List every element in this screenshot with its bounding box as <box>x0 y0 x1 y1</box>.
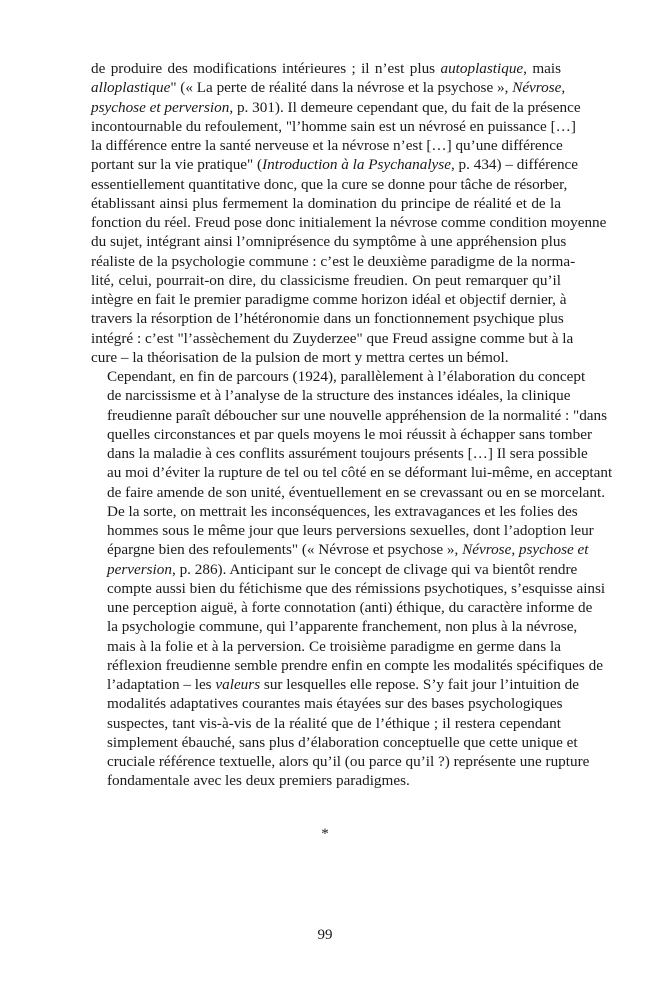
italic-text: autoplastique <box>440 60 524 77</box>
text-run: l’adaptation – les <box>107 676 216 693</box>
text-run: simplement ébauché, sans plus d’élaboration conceptuelle que cette unique et <box>107 733 578 751</box>
text-line <box>91 463 613 482</box>
text-run: réflexion freudienne semble prendre enfin en compte les modalités spécifiques de <box>107 656 603 674</box>
text-run: du sujet, intégrant ainsi l’omniprésence du symptôme à une appréhension plus <box>91 233 567 251</box>
text-line <box>91 271 561 290</box>
text-line <box>91 98 581 117</box>
text-run: essentiellement quantitative donc, que la cure se donne pour tâche de résorber, <box>91 175 568 193</box>
text-run: , p. 301). Il demeure cependant que, du fait de la présence <box>229 98 581 116</box>
text-line <box>91 175 568 194</box>
text-line <box>91 694 561 713</box>
text-run: lité, celui, pourrait-on dire, du classicisme freudien. On peut remarquer qu’il <box>91 271 561 289</box>
text-line <box>91 348 561 367</box>
text-run: sur lesquelles elle repose. S’y fait jour l’intuition de <box>260 676 579 693</box>
text-run: portant sur la vie pratique" ( <box>91 156 263 174</box>
text-run: cure – la théorisation de la pulsion de mort y mettra certes un bémol. <box>91 348 509 366</box>
italic-text: Névrose, psychose et <box>462 541 589 559</box>
text-line <box>91 59 561 78</box>
text-run: fondamentale avec les deux premiers paradigmes. <box>107 772 410 790</box>
text-run: De la sorte, on mettrait les inconséquences, les extravagances et les folies des <box>107 502 578 520</box>
text-run: intégré : c’est "l’assèchement du Zuyderzee" que Freud assigne comme but à la <box>91 329 574 347</box>
text-line <box>91 714 561 733</box>
paragraph <box>91 367 613 791</box>
italic-text: perversion <box>107 560 172 578</box>
text-line <box>91 386 571 405</box>
text-line <box>91 213 607 232</box>
text-run: de faire amende de son unité, éventuellement en se crevassant ou en se morcelant. <box>107 483 606 501</box>
text-run: la psychologie commune, qui l’apparente franchement, non plus à la névrose, <box>107 618 578 636</box>
text-run: incontournable du refoulement, "l’homme sain est un névrosé en puissance […] <box>91 117 576 135</box>
text-run: réaliste de la psychologie commune : c’est le deuxième paradigme de la norma- <box>91 252 576 270</box>
paragraph <box>91 59 607 367</box>
text-run: la différence entre la santé nerveuse et la névrose n’est […] qu’une différence <box>91 137 563 154</box>
text-line <box>91 425 592 444</box>
text-run: travers la résorption de l’hétéronomie dans un fonctionnement psychique plus <box>91 310 564 328</box>
text-run: " (« La perte de réalité dans la névrose et la psychose », <box>170 79 513 97</box>
text-run: établissant ainsi plus fermement la domination du principe de réalité et de la <box>91 194 561 212</box>
text-line <box>91 483 606 502</box>
text-line <box>91 194 561 213</box>
text-run: quelles circonstances et par quels moyens le moi réussit à échapper sans tomber <box>107 425 592 443</box>
text-run: une perception aiguë, à forte connotation (anti) éthique, du caractère informe de <box>107 599 593 616</box>
text-run: intègre en fait le premier paradigme comme horizon idéal et objectif dernier, à <box>91 291 567 308</box>
text-line <box>91 637 561 656</box>
text-run: mais à la folie et à la perversion. Ce troisième paradigme en germe dans la <box>107 637 561 655</box>
text-line <box>91 78 566 97</box>
text-line <box>91 252 576 271</box>
text-line <box>91 540 589 559</box>
text-run: compte aussi bien du fétichisme que des rémissions psychotiques, s’esquisse ainsi <box>107 579 606 597</box>
text-run: de narcissisme et à l’analyse de la structure des instances idéales, la clinique <box>107 387 571 405</box>
text-line <box>91 502 578 521</box>
text-line <box>91 617 578 636</box>
text-line <box>91 444 588 463</box>
text-run: dans la maladie à ces conflits assurément toujours présents […] Il sera possible <box>107 445 588 462</box>
text-line <box>91 752 590 771</box>
page-number: 99 <box>317 927 333 943</box>
text-run: cruciale référence textuelle, alors qu’il (ou parce qu’il ?) représente une rupture <box>107 753 590 770</box>
text-line <box>91 598 593 617</box>
section-separator: * <box>321 826 329 842</box>
text-line <box>91 579 606 598</box>
text-run: fonction du réel. Freud pose donc initialement la névrose comme condition moyenne <box>91 214 607 231</box>
text-run: Cependant, en fin de parcours (1924), parallèlement à l’élaboration du concept <box>107 368 586 385</box>
text-run: , mais <box>523 60 562 77</box>
text-run: épargne bien des refoulements" (« Névrose et psychose », <box>107 541 463 559</box>
text-run: , p. 286). Anticipant sur le concept de clivage qui va bientôt rendre <box>171 560 578 578</box>
italic-text: valeurs <box>215 676 261 693</box>
text-line <box>91 136 561 155</box>
text-line <box>91 656 603 675</box>
text-run: freudienne paraît déboucher sur une nouvelle appréhension de la normalité : "dans <box>107 406 608 424</box>
text-line <box>91 560 578 579</box>
body-text <box>91 59 613 791</box>
text-line <box>91 521 594 540</box>
text-run: hommes sous le même jour que leurs perversions sexuelles, dont l’adoption leur <box>107 522 594 539</box>
text-line <box>91 406 608 425</box>
text-line <box>91 329 574 348</box>
text-line <box>91 117 576 136</box>
text-line <box>91 675 579 694</box>
text-line <box>91 771 561 790</box>
text-run: , p. 434) – différence <box>450 156 579 174</box>
italic-text: Introduction à la Psychanalyse <box>262 156 451 174</box>
italic-text: psychose et perversion <box>91 98 230 116</box>
text-line <box>91 232 567 251</box>
text-line <box>91 155 579 174</box>
text-line <box>91 733 578 752</box>
text-run: modalités adaptatives courantes mais étayées sur des bases psychologiques <box>107 695 563 713</box>
text-line <box>91 290 567 309</box>
text-run: suspectes, tant vis-à-vis de la réalité que de l’éthique ; il restera cependant <box>107 714 561 732</box>
text-run: au moi d’éviter la rupture de tel ou tel côté en se déformant lui-même, en acceptant <box>107 464 613 482</box>
text-line <box>91 309 564 328</box>
text-run: de produire des modifications intérieures ; il n’est plus <box>91 60 441 77</box>
text-line <box>91 367 586 386</box>
italic-text: Névrose, <box>512 79 566 97</box>
italic-text: alloplastique <box>91 79 171 97</box>
